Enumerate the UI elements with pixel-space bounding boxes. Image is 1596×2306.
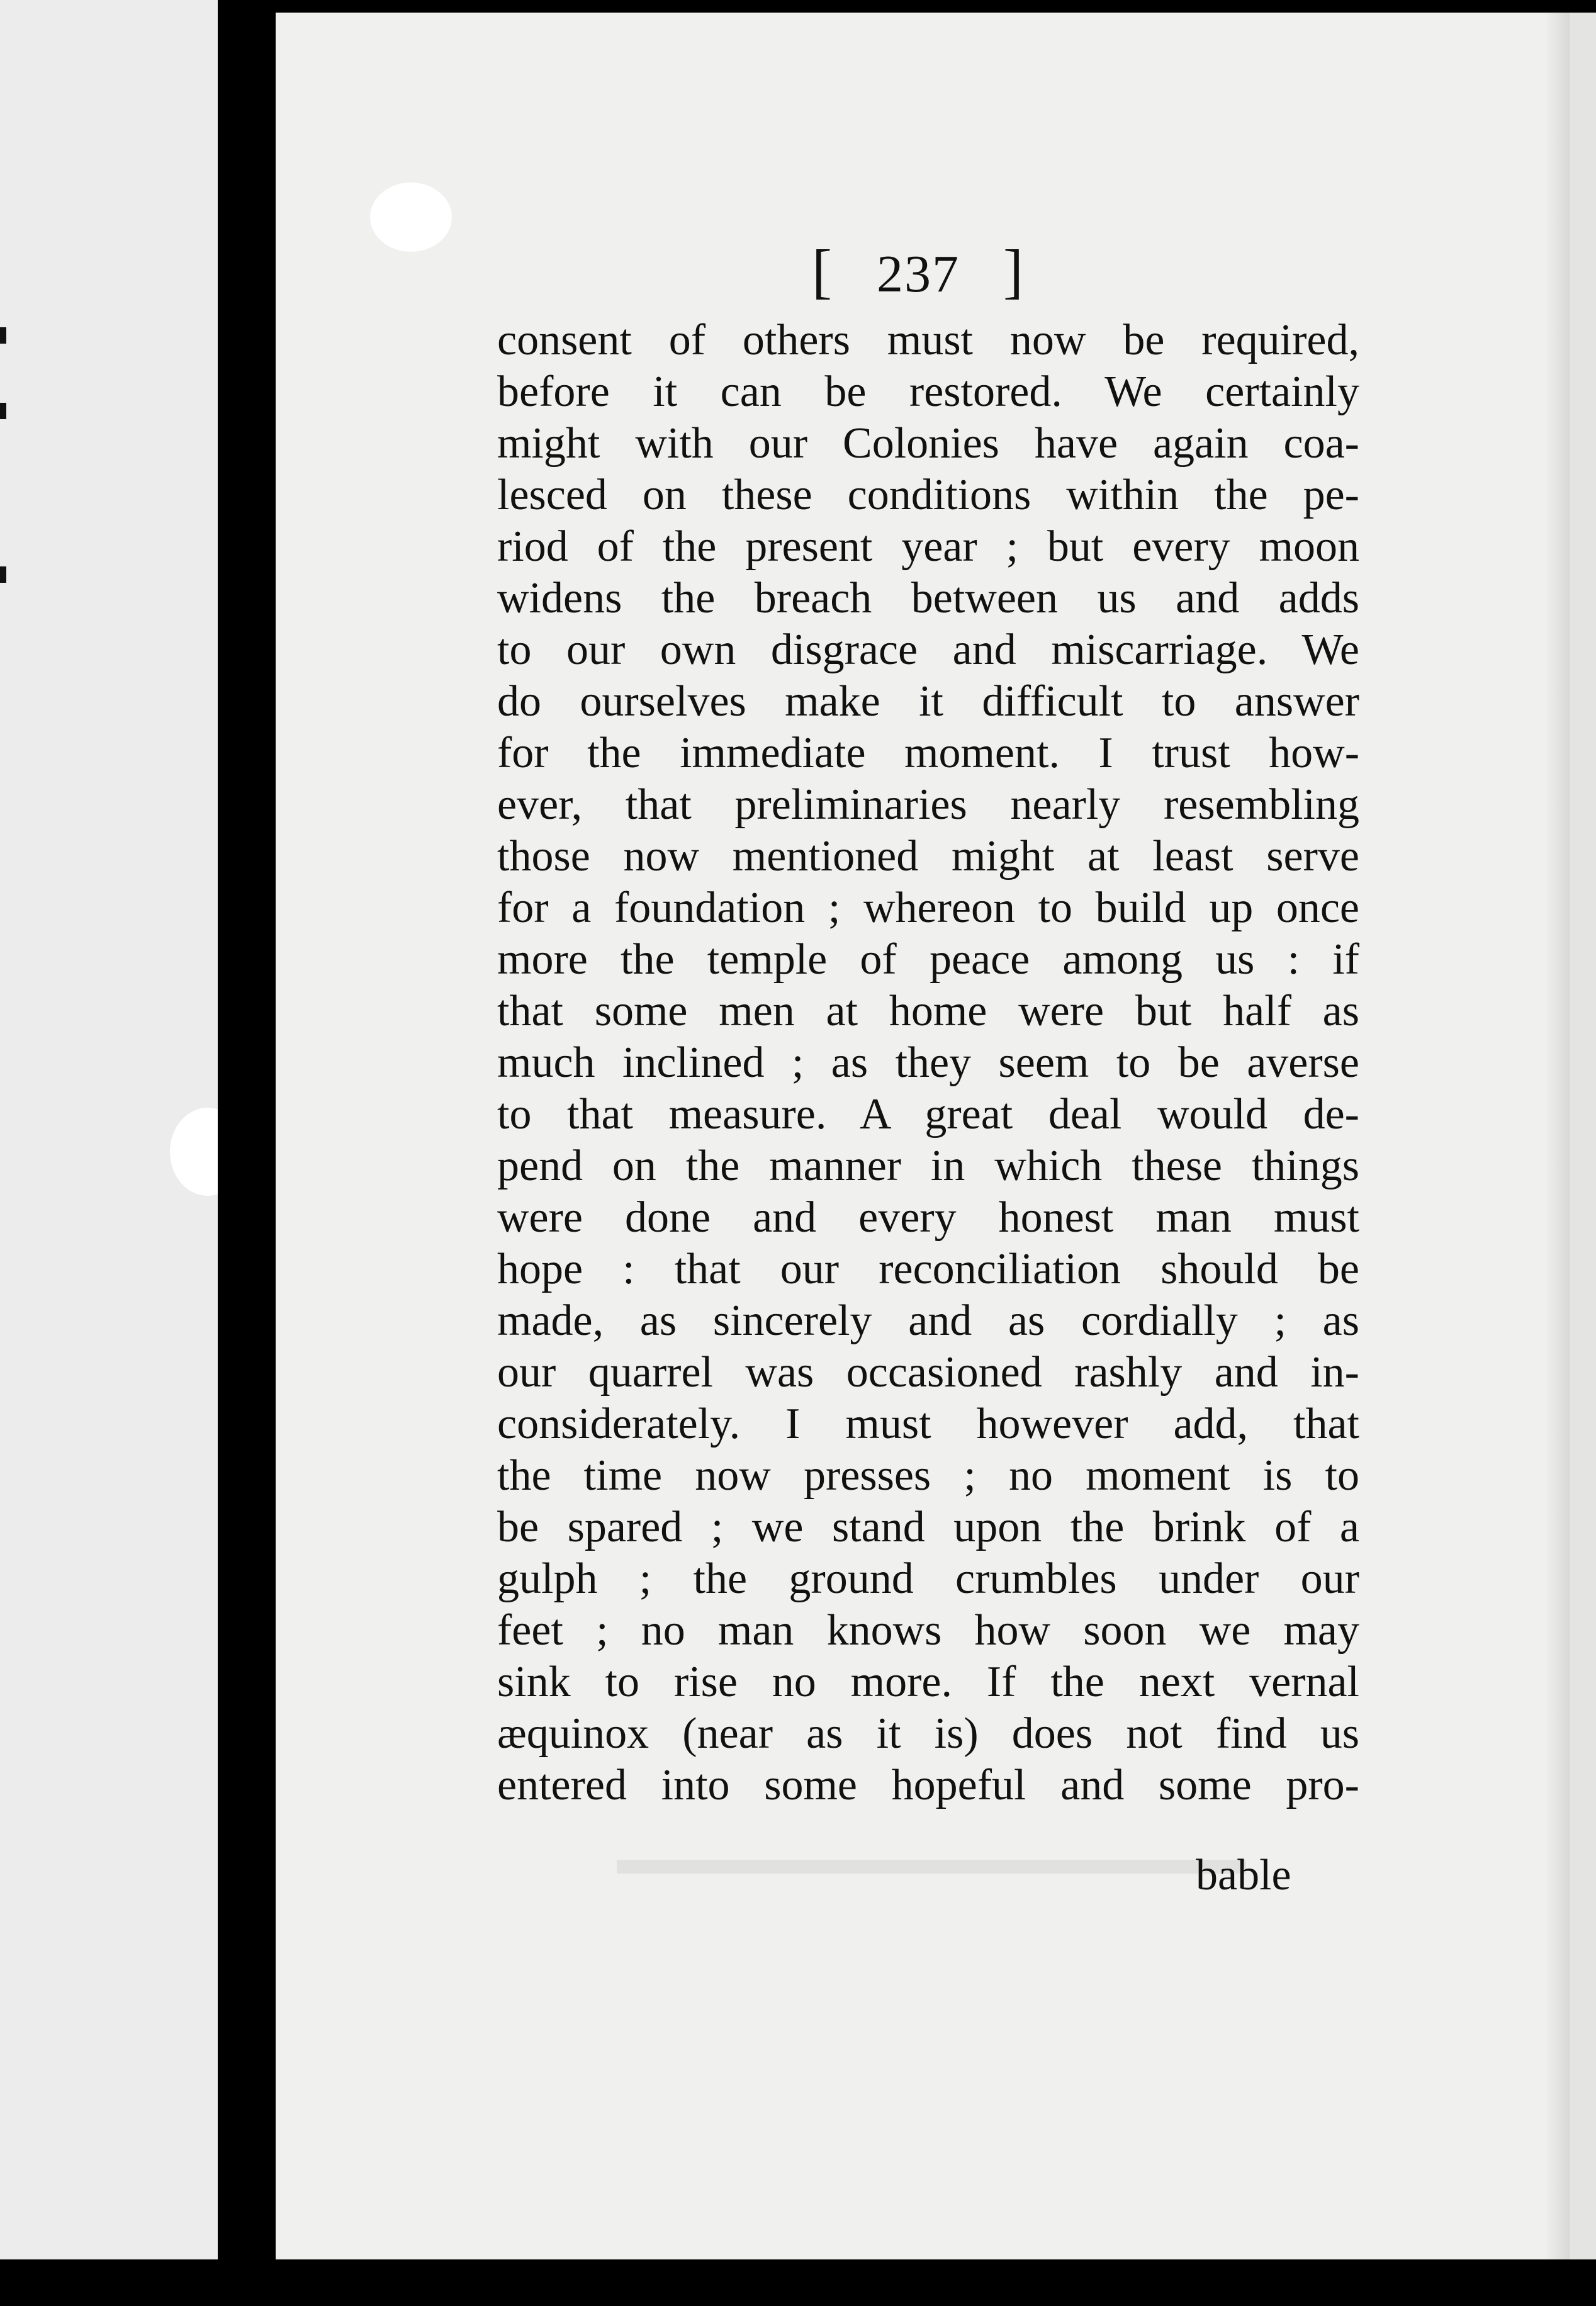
body-text [497,315,1359,1811]
binding-gutter [218,0,276,2306]
text-line: made, as sincerely and as cordially ; as [497,1296,1359,1345]
paper-blemish [370,183,452,252]
header-bracket-close: ] [1003,237,1025,305]
text-line: our quarrel was occasioned rashly and in- [497,1348,1359,1397]
page-edge-shadow [1544,13,1570,2259]
text-line: to that measure. A great deal would de- [497,1090,1359,1139]
catchword: bable [1196,1851,1291,1899]
text-line: sink to rise no more. If the next vernal [497,1658,1359,1706]
edge-mark [0,327,6,344]
text-line: entered into some hopeful and some pro- [497,1761,1359,1809]
text-line: to our own disgrace and miscarriage. We [497,626,1359,674]
text-line: feet ; no man knows how soon we may [497,1606,1359,1655]
text-line: ever, that preliminaries nearly resembling [497,780,1359,829]
show-through-text [617,1860,1246,1874]
facing-page-edge [0,0,218,2259]
text-line: more the temple of peace among us : if [497,935,1359,984]
text-line: gulph ; the ground crumbles under our [497,1555,1359,1603]
text-line: consent of others must now be required, [497,316,1359,364]
text-line: hope : that our reconciliation should be [497,1245,1359,1293]
text-line: do ourselves make it difficult to answer [497,677,1359,726]
text-line: the time now presses ; no moment is to [497,1451,1359,1500]
page-number: 237 [876,245,960,303]
text-line: that some men at home were but half as [497,987,1359,1035]
text-line: widens the breach between us and adds [497,574,1359,622]
edge-mark [0,566,6,583]
text-line: for the immediate moment. I trust how- [497,729,1359,777]
text-line: those now mentioned might at least serve [497,832,1359,880]
text-line: for a foundation ; whereon to build up once [497,884,1359,932]
text-line: considerately. I must however add, that [497,1400,1359,1448]
text-line: pend on the manner in which these things [497,1142,1359,1190]
text-line: before it can be restored. We certainly [497,368,1359,416]
edge-mark [0,403,6,419]
text-line: might with our Colonies have again coa- [497,419,1359,468]
page-header [812,236,1064,306]
text-line: much inclined ; as they seem to be averse [497,1038,1359,1087]
header-bracket-open: [ [812,237,833,305]
text-line: lesced on these conditions within the pe- [497,471,1359,519]
right-margin-strip [1570,13,1596,2259]
text-line: æquinox (near as it is) does not find us [497,1709,1359,1758]
text-line: riod of the present year ; but every moon [497,522,1359,571]
text-line: be spared ; we stand upon the brink of a [497,1503,1359,1551]
text-line: were done and every honest man must [497,1193,1359,1242]
